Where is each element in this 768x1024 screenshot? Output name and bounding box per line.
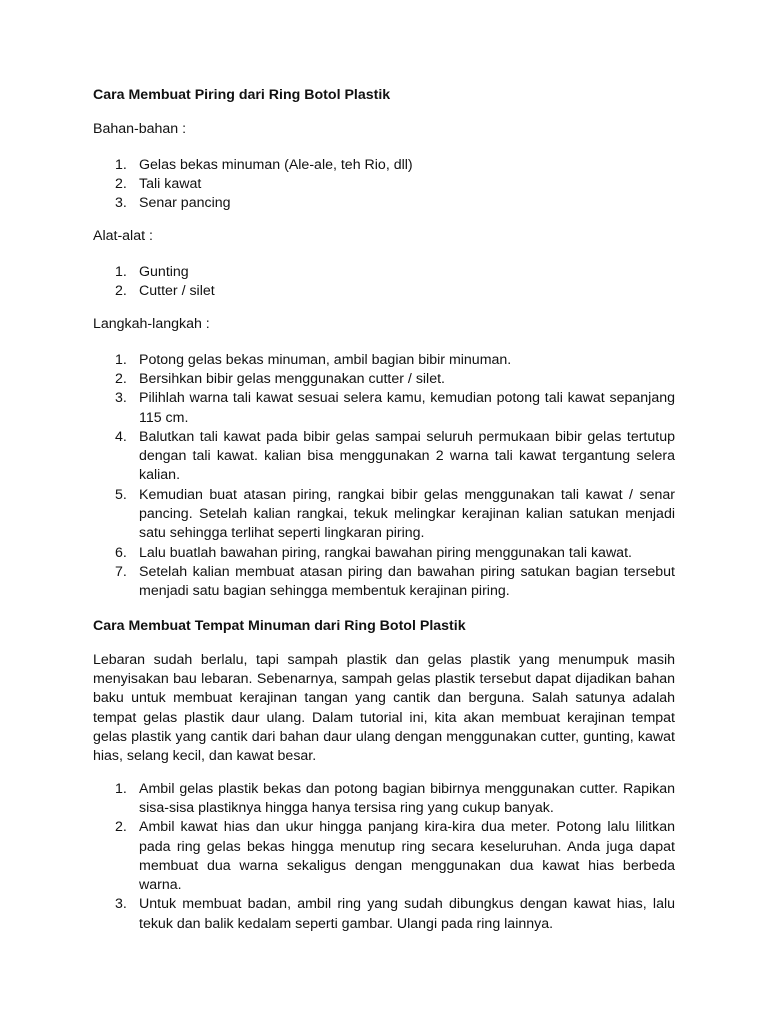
list-item-text: Kemudian buat atasan piring, rangkai bibir gelas menggunakan tali kawat / senar pancing. Setelah kalian rangkai, tekuk melingkar kerajinan kalian satukan menjadi satu sehingga terlihat seperti lingkaran piring.: [139, 486, 675, 542]
list-item: 2. Tali kawat: [115, 175, 202, 192]
tools-list: [93, 263, 675, 302]
list-item: 1. Gelas bekas minuman (Ale-ale, teh Rio, dll): [115, 156, 413, 173]
list-item-text: Pilihlah warna tali kawat sesuai selera kamu, kemudian potong tali kawat sepanjang 115 cm.: [139, 390, 675, 426]
list-item-text: Gelas bekas minuman (Ale-ale, teh Rio, dll): [139, 156, 413, 173]
tools-label: Alat-alat :: [93, 228, 153, 245]
materials-list: [93, 156, 675, 214]
list-item: 6. Lalu buatlah bawahan piring, rangkai bawahan piring menggunakan tali kawat.: [115, 544, 632, 561]
list-item: 5. Kemudian buat atasan piring, rangkai bibir gelas menggunakan tali kawat / senar pancing. Setelah kalian rangkai, tekuk melingkar kerajinan kalian satukan menjadi satu sehingga terlihat seperti lingkaran piring.: [115, 486, 675, 542]
list-item: 3. Untuk membuat badan, ambil ring yang sudah dibungkus dengan kawat hias, lalu tekuk dan balik kedalam seperti gambar. Ulangi pada ring lainnya.: [115, 896, 675, 932]
list-item: 2. Ambil kawat hias dan ukur hingga panjang kira-kira dua meter. Potong lalu lilitkan pada ring gelas bekas hingga menutup ring secara keseluruhan. Anda juga dapat membuat dua warna sekaligus dengan menggunakan dua kawat hias berbeda warna.: [115, 819, 675, 894]
list-item-text: Ambil gelas plastik bekas dan potong bagian bibirnya menggunakan cutter. Rapikan sisa-sisa plastiknya hingga hanya tersisa ring yang cukup banyak.: [139, 780, 675, 816]
list-item: 7. Setelah kalian membuat atasan piring dan bawahan piring satukan bagian tersebut menjadi satu bagian sehingga membentuk kerajinan piring.: [115, 563, 675, 600]
list-item: 1. Gunting: [115, 263, 189, 280]
list-item: 1. Ambil gelas plastik bekas dan potong bagian bibirnya menggunakan cutter. Rapikan sisa-sisa plastiknya hingga hanya tersisa ring yang cukup banyak.: [115, 780, 675, 816]
list-item-text: Untuk membuat badan, ambil ring yang sudah dibungkus dengan kawat hias, lalu tekuk dan balik kedalam seperti gambar. Ulangi pada ring lainnya.: [139, 896, 675, 932]
list-item-text: Gunting: [139, 263, 189, 280]
list-item-text: Potong gelas bekas minuman, ambil bagian bibir minuman.: [139, 351, 512, 368]
list-item: 3. Senar pancing: [115, 195, 231, 212]
list-item-text: Bersihkan bibir gelas menggunakan cutter / silet.: [139, 370, 445, 387]
section-title-tempat-minuman: Cara Membuat Tempat Minuman dari Ring Botol Plastik: [93, 617, 466, 634]
materials-label: Bahan-bahan :: [93, 121, 187, 138]
steps-list-piring: [93, 351, 675, 602]
list-item-text: Cutter / silet: [139, 283, 215, 300]
list-item-text: Setelah kalian membuat atasan piring dan bawahan piring satukan bagian tersebut menjadi satu bagian sehingga membentuk kerajinan piring.: [139, 563, 675, 600]
list-item: 4. Balutkan tali kawat pada bibir gelas sampai seluruh permukaan bibir gelas tertutup dengan tali kawat. kalian bisa menggunakan 2 warna tali kawat tergantung selera kalian.: [115, 428, 675, 484]
list-item-text: Balutkan tali kawat pada bibir gelas sampai seluruh permukaan bibir gelas tertutup dengan tali kawat. kalian bisa menggunakan 2 warna tali kawat tergantung selera kalian.: [139, 428, 675, 484]
list-item: 1. Potong gelas bekas minuman, ambil bagian bibir minuman.: [115, 351, 512, 368]
intro-paragraph: Lebaran sudah berlalu, tapi sampah plastik dan gelas plastik yang menumpuk masih menyisakan bau lebaran. Sebenarnya, sampah gelas plastik tersebut dapat dijadikan bahan baku untuk membuat kerajinan tangan yang cantik dan berguna. Salah satunya adalah tempat gelas plastik daur ulang. Dalam tutorial ini, kita akan membuat kerajinan tempat gelas plastik yang cantik dari bahan daur ulang dengan menggunakan cutter, gunting, kawat hias, selang kecil, dan kawat besar.: [93, 651, 675, 765]
list-item-text: Senar pancing: [139, 195, 231, 212]
list-item: 3. Pilihlah warna tali kawat sesuai selera kamu, kemudian potong tali kawat sepanjang 115 cm.: [115, 390, 675, 426]
list-item-text: Lalu buatlah bawahan piring, rangkai bawahan piring menggunakan tali kawat.: [139, 544, 632, 561]
document-page: [93, 86, 675, 934]
steps-label: Langkah-langkah :: [93, 316, 210, 333]
list-item-text: Ambil kawat hias dan ukur hingga panjang kira-kira dua meter. Potong lalu lilitkan pada ring gelas bekas hingga menutup ring secara keseluruhan. Anda juga dapat membuat dua warna sekaligus dengan menggunakan dua kawat hias berbeda warna.: [139, 819, 675, 894]
list-item: 2. Cutter / silet: [115, 283, 215, 300]
steps-list-tempat-minuman: [93, 780, 675, 934]
section-title-piring: Cara Membuat Piring dari Ring Botol Plastik: [93, 87, 391, 103]
list-item-text: Tali kawat: [139, 175, 202, 192]
list-item: 2. Bersihkan bibir gelas menggunakan cutter / silet.: [115, 370, 445, 387]
